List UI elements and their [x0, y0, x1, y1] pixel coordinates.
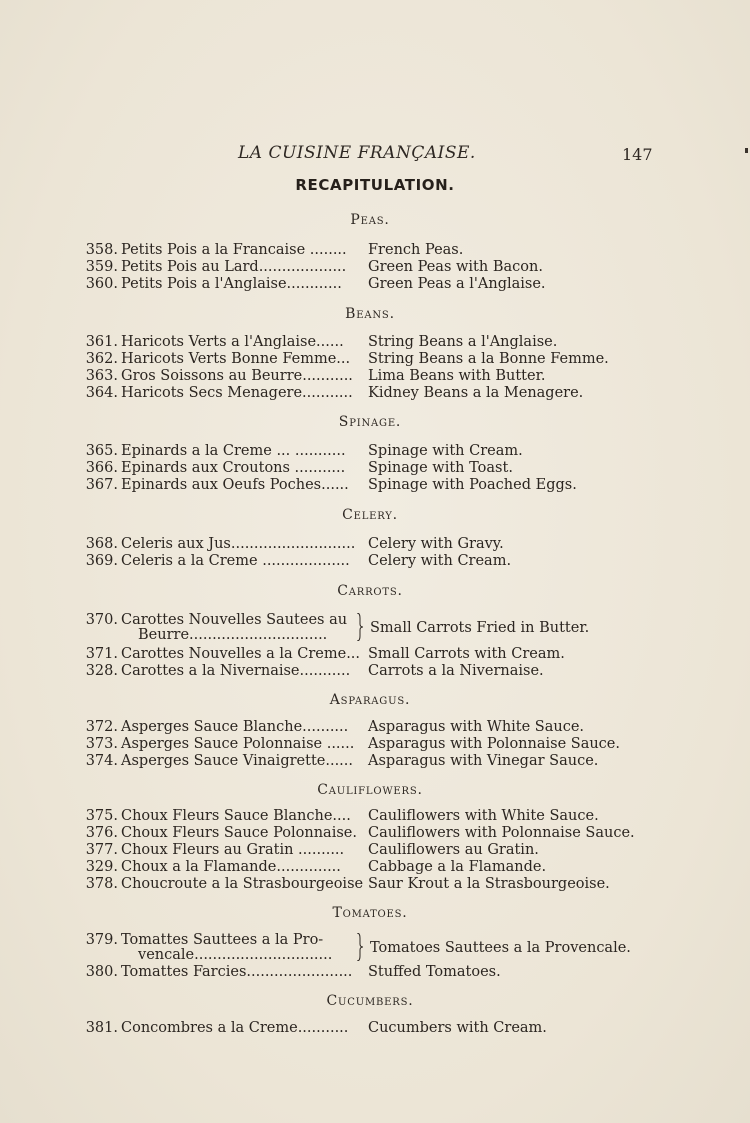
- recipe-french-name: Asperges Sauce Polonnaise ......: [121, 736, 355, 752]
- section-heading-tomatoes: Tomatoes.: [332, 905, 408, 921]
- recipe-number: 365.: [85, 443, 118, 459]
- edge-mark: [745, 148, 748, 153]
- recipe-french-name: Choucroute a la Strasbourgeoise: [121, 876, 364, 892]
- recipe-english-name: Cauliflowers with Polonnaise Sauce.: [368, 825, 635, 841]
- recipe-french-name: Choux Fleurs Sauce Polonnaise.: [121, 825, 357, 841]
- recipe-entry: [80, 964, 680, 982]
- recipe-english-name: Asparagus with Polonnaise Sauce.: [368, 736, 620, 752]
- running-head: LA CUISINE FRANÇAISE.: [238, 143, 476, 163]
- recipe-entry: [80, 443, 680, 461]
- recipe-entry: [80, 460, 680, 478]
- section-heading-beans: Beans.: [345, 306, 395, 322]
- recipe-number: 379.: [85, 932, 118, 948]
- recipe-english-name: Green Peas a l'Anglaise.: [368, 276, 546, 292]
- recipe-number: 361.: [85, 334, 118, 350]
- recipe-number: 372.: [85, 719, 118, 735]
- recipe-entry: [80, 646, 680, 664]
- recipe-french-name: Gros Soissons au Beurre...........: [121, 368, 353, 384]
- recipe-french-name: Celeris aux Jus...........................: [121, 536, 356, 552]
- recipe-entry: [80, 719, 680, 737]
- recipe-french-name: Asperges Sauce Blanche..........: [121, 719, 349, 735]
- recipe-french-name: Epinards aux Oeufs Poches......: [121, 477, 349, 493]
- recipe-french-name-line2: vencale..............................: [138, 947, 333, 963]
- recipe-french-name: Epinards aux Croutons ...........: [121, 460, 346, 476]
- curly-brace-icon: [356, 613, 364, 641]
- recipe-english-name: Lima Beans with Butter.: [368, 368, 546, 384]
- recipe-french-name: Asperges Sauce Vinaigrette......: [121, 753, 354, 769]
- recipe-entry: [80, 663, 680, 681]
- recipe-french-name: Choux Fleurs au Gratin ..........: [121, 842, 345, 858]
- recipe-english-name: Asparagus with White Sauce.: [368, 719, 585, 735]
- recipe-number: 381.: [85, 1020, 118, 1036]
- recipe-entry-two-line: [80, 932, 680, 968]
- recipe-entry: [80, 1020, 680, 1038]
- recipe-english-name: Kidney Beans a la Menagere.: [368, 385, 584, 401]
- recipe-entry: [80, 536, 680, 554]
- recipe-english-name: Spinage with Poached Eggs.: [368, 477, 577, 493]
- recipe-english-name: Stuffed Tomatoes.: [368, 964, 501, 980]
- recipe-entry-two-line: [80, 612, 680, 648]
- section-heading-spinage: Spinage.: [338, 414, 402, 430]
- recipe-french-name-line1: Tomattes Sauttees a la Pro-: [121, 932, 324, 948]
- recipe-english-name: Carrots a la Nivernaise.: [368, 663, 544, 679]
- recipe-entry: [80, 368, 680, 386]
- recipe-number: 359.: [85, 259, 118, 275]
- recipe-number: 375.: [85, 808, 118, 824]
- recipe-english-name: French Peas.: [368, 242, 464, 258]
- recipe-french-name: Carottes Nouvelles a la Creme...: [121, 646, 361, 662]
- recipe-entry: [80, 334, 680, 352]
- recipe-entry: [80, 736, 680, 754]
- recipe-entry: [80, 385, 680, 403]
- recipe-french-name: Concombres a la Creme...........: [121, 1020, 349, 1036]
- recipe-entry: [80, 842, 680, 860]
- recipe-english-name: String Beans a la Bonne Femme.: [368, 351, 609, 367]
- recipe-entry: [80, 859, 680, 877]
- recipe-french-name: Epinards a la Creme ... ...........: [121, 443, 346, 459]
- recipe-entry: [80, 351, 680, 369]
- recipe-french-name: Choux a la Flamande..............: [121, 859, 341, 875]
- recipe-entry: [80, 276, 680, 294]
- recipe-number: 370.: [85, 612, 118, 628]
- recipe-number: 380.: [85, 964, 118, 980]
- recipe-french-name: Tomattes Farcies.......................: [121, 964, 353, 980]
- recipe-number: 378.: [85, 876, 118, 892]
- recipe-english-name: Spinage with Cream.: [368, 443, 523, 459]
- page-number: 147: [622, 145, 653, 164]
- recipe-french-name-line2: Beurre..............................: [138, 627, 328, 643]
- recipe-french-name: Petits Pois a la Francaise ........: [121, 242, 347, 258]
- recipe-english-name: Spinage with Toast.: [368, 460, 513, 476]
- recipe-entry: [80, 477, 680, 495]
- recipe-number: 364.: [85, 385, 118, 401]
- recipe-number: 358.: [85, 242, 118, 258]
- recipe-number: 374.: [85, 753, 118, 769]
- recipe-english-name: Cucumbers with Cream.: [368, 1020, 547, 1036]
- recipe-english-name: Celery with Gravy.: [368, 536, 504, 552]
- recipe-number: 376.: [85, 825, 118, 841]
- curly-brace-icon: [356, 933, 364, 961]
- recipe-english-name: Asparagus with Vinegar Sauce.: [368, 753, 599, 769]
- recipe-number: 371.: [85, 646, 118, 662]
- recipe-number: 366.: [85, 460, 118, 476]
- recipe-english-name: Small Carrots with Cream.: [368, 646, 565, 662]
- recipe-english-name: Celery with Cream.: [368, 553, 512, 569]
- recipe-english-name: String Beans a l'Anglaise.: [368, 334, 558, 350]
- recipe-entry: [80, 876, 680, 894]
- recipe-english-name: Green Peas with Bacon.: [368, 259, 543, 275]
- recipe-entry: [80, 825, 680, 843]
- section-heading-peas: Peas.: [350, 212, 390, 228]
- recipe-english-name: Saur Krout a la Strasbourgeoise.: [368, 876, 610, 892]
- recipe-english-name: Tomatoes Sauttees a la Provencale.: [370, 940, 631, 956]
- recipe-entry: [80, 808, 680, 826]
- recipe-french-name: Haricots Secs Menagere...........: [121, 385, 353, 401]
- recipe-entry: [80, 259, 680, 277]
- recipe-french-name: Carottes a la Nivernaise...........: [121, 663, 351, 679]
- recipe-number: 368.: [85, 536, 118, 552]
- recipe-number: 367.: [85, 477, 118, 493]
- recipe-french-name: Choux Fleurs Sauce Blanche....: [121, 808, 351, 824]
- recipe-english-name: Cauliflowers with White Sauce.: [368, 808, 599, 824]
- page-title: RECAPITULATION.: [295, 176, 455, 194]
- recipe-french-name: Haricots Verts Bonne Femme...: [121, 351, 351, 367]
- section-heading-carrots: Carrots.: [337, 583, 403, 599]
- recipe-french-name-line1: Carottes Nouvelles Sautees au: [121, 612, 348, 628]
- recipe-french-name: Celeris a la Creme ...................: [121, 553, 350, 569]
- section-heading-celery: Celery.: [342, 507, 398, 523]
- recipe-number: 360.: [85, 276, 118, 292]
- recipe-number: 329.: [85, 859, 118, 875]
- recipe-english-name: Cabbage a la Flamande.: [368, 859, 547, 875]
- recipe-english-name: Small Carrots Fried in Butter.: [370, 620, 590, 636]
- recipe-entry: [80, 553, 680, 571]
- recipe-number: 363.: [85, 368, 118, 384]
- recipe-number: 328.: [85, 663, 118, 679]
- recipe-number: 377.: [85, 842, 118, 858]
- section-heading-cucumbers: Cucumbers.: [326, 993, 414, 1009]
- recipe-entry: [80, 242, 680, 260]
- recipe-number: 362.: [85, 351, 118, 367]
- recipe-french-name: Petits Pois a l'Anglaise............: [121, 276, 342, 292]
- section-heading-cauliflowers: Cauliflowers.: [317, 782, 423, 798]
- recipe-entry: [80, 753, 680, 771]
- recipe-french-name: Haricots Verts a l'Anglaise......: [121, 334, 344, 350]
- recipe-number: 369.: [85, 553, 118, 569]
- recipe-english-name: Cauliflowers au Gratin.: [368, 842, 539, 858]
- recipe-french-name: Petits Pois au Lard...................: [121, 259, 347, 275]
- section-heading-asparagus: Asparagus.: [329, 692, 411, 708]
- recipe-number: 373.: [85, 736, 118, 752]
